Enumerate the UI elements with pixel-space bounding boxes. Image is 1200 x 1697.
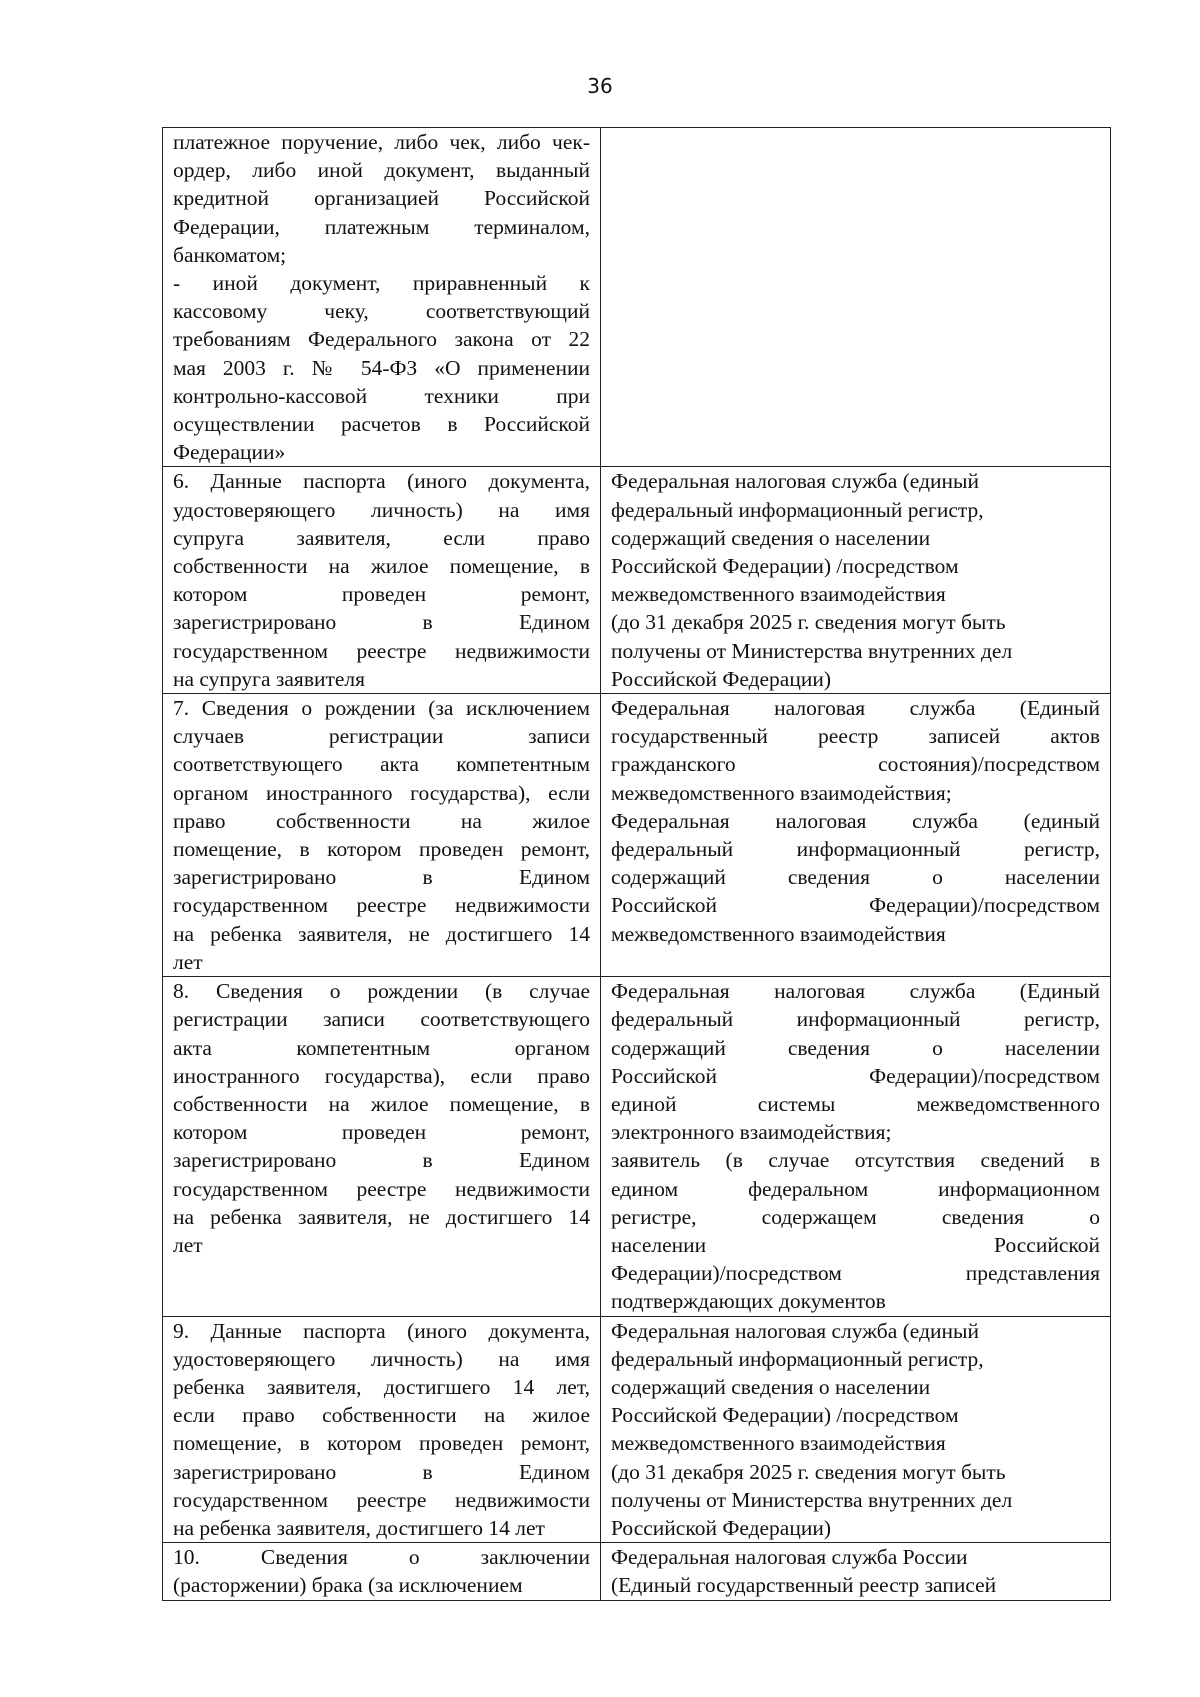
requirement-line: кредитной организацией Российской bbox=[173, 186, 590, 211]
requirement-line: акта компетентным органом bbox=[173, 1035, 590, 1060]
requirement-line: ордер, либо иной документ, выданный bbox=[173, 158, 590, 183]
requirement-line: - иной документ, приравненный к bbox=[173, 271, 590, 296]
source-line: получены от Министерства внутренних дел bbox=[611, 638, 1013, 663]
table-row bbox=[163, 1543, 1111, 1600]
source-line: межведомственного взаимодействия bbox=[611, 921, 946, 946]
source-line: Российской Федерации) /посредством bbox=[611, 554, 959, 579]
requirement-line: Федерации» bbox=[173, 440, 286, 465]
requirement-line: регистрации записи соответствующего bbox=[173, 1007, 590, 1032]
requirement-line: на ребенка заявителя, не достигшего 14 bbox=[173, 921, 590, 946]
requirement-line: платежное поручение, либо чек, либо чек- bbox=[173, 130, 590, 154]
source-line: заявитель (в случае отсутствия сведений в bbox=[611, 1148, 1100, 1173]
requirement-cell bbox=[163, 1316, 601, 1543]
requirement-line: зарегистрировано в Едином bbox=[173, 610, 590, 635]
requirement-line: органом иностранного государства), если bbox=[173, 780, 590, 805]
source-line: Федеральная налоговая служба России bbox=[611, 1545, 968, 1570]
table-row bbox=[163, 128, 1111, 467]
source-line: содержащий сведения о населении bbox=[611, 1374, 931, 1399]
source-line: содержащий сведения о населении bbox=[611, 525, 931, 550]
source-cell bbox=[601, 1543, 1111, 1600]
requirement-cell bbox=[163, 467, 601, 694]
source-line: Российской Федерации)/посредством bbox=[611, 1063, 1100, 1088]
requirement-line: право собственности на жилое bbox=[173, 808, 590, 833]
requirement-line: лет bbox=[173, 949, 203, 974]
source-line: получены от Министерства внутренних дел bbox=[611, 1487, 1013, 1512]
table-row bbox=[163, 977, 1111, 1316]
requirement-line: супруга заявителя, если право bbox=[173, 525, 590, 550]
requirement-line: 10. Сведения о заключении bbox=[173, 1545, 590, 1570]
source-line: подтверждающих документов bbox=[611, 1289, 886, 1314]
requirement-line: собственности на жилое помещение, в bbox=[173, 554, 590, 579]
requirement-cell bbox=[163, 694, 601, 977]
source-line: Федеральная налоговая служба (единый bbox=[611, 469, 979, 494]
requirement-line: банкоматом; bbox=[173, 242, 287, 267]
source-line: межведомственного взаимодействия bbox=[611, 582, 946, 607]
requirement-line: государственном реестре недвижимости bbox=[173, 638, 590, 663]
source-line: (Единый государственный реестр записей bbox=[611, 1573, 997, 1598]
source-line: Федеральная налоговая служба (единый bbox=[611, 808, 1100, 833]
source-line: гражданского состояния)/посредством bbox=[611, 752, 1100, 777]
source-cell bbox=[601, 467, 1111, 694]
requirement-cell bbox=[163, 1543, 601, 1600]
requirement-line: требованиям Федерального закона от 22 bbox=[173, 327, 590, 352]
requirement-cell bbox=[163, 977, 601, 1316]
requirement-line: 6. Данные паспорта (иного документа, bbox=[173, 469, 590, 494]
requirement-line: удостоверяющего личность) на имя bbox=[173, 497, 590, 522]
requirement-line: собственности на жилое помещение, в bbox=[173, 1091, 590, 1116]
requirement-line: зарегистрировано в Едином bbox=[173, 1148, 590, 1173]
table-row bbox=[163, 467, 1111, 694]
source-line: Федеральная налоговая служба (Единый bbox=[611, 696, 1100, 721]
requirement-line: на супруга заявителя bbox=[173, 666, 366, 691]
requirement-line: котором проведен ремонт, bbox=[173, 1120, 590, 1145]
source-line: содержащий сведения о населении bbox=[611, 865, 1100, 890]
source-line: федеральный информационный регистр, bbox=[611, 837, 1100, 862]
requirement-line: государственном реестре недвижимости bbox=[173, 893, 590, 918]
requirement-line: осуществлении расчетов в Российской bbox=[173, 412, 590, 437]
requirement-line: помещение, в котором проведен ремонт, bbox=[173, 1431, 590, 1456]
source-line: Федерации)/посредством представления bbox=[611, 1261, 1100, 1286]
requirement-line: 7. Сведения о рождении (за исключением bbox=[173, 696, 590, 721]
requirement-line: удостоверяющего личность) на имя bbox=[173, 1346, 590, 1371]
requirement-cell bbox=[163, 128, 601, 467]
requirement-line: кассовому чеку, соответствующий bbox=[173, 299, 590, 324]
source-line: Российской Федерации) bbox=[611, 1515, 832, 1540]
requirement-line: 8. Сведения о рождении (в случае bbox=[173, 979, 590, 1004]
requirement-line: мая 2003 г. № 54-ФЗ «О применении bbox=[173, 355, 590, 380]
requirement-line: зарегистрировано в Едином bbox=[173, 865, 590, 890]
requirement-line: если право собственности на жилое bbox=[173, 1403, 590, 1428]
requirement-line: Федерации, платежным терминалом, bbox=[173, 214, 590, 239]
source-line: (до 31 декабря 2025 г. сведения могут быть bbox=[611, 610, 1006, 635]
requirement-line: зарегистрировано в Едином bbox=[173, 1459, 590, 1484]
source-line: межведомственного взаимодействия bbox=[611, 1431, 946, 1456]
requirement-line: соответствующего акта компетентным bbox=[173, 752, 590, 777]
requirement-line: иностранного государства), если право bbox=[173, 1063, 590, 1088]
source-line: Федеральная налоговая служба (единый bbox=[611, 1318, 979, 1343]
source-line: Российской Федерации)/посредством bbox=[611, 893, 1100, 918]
source-cell bbox=[601, 1316, 1111, 1543]
source-line: населении Российской bbox=[611, 1232, 1100, 1257]
requirement-line: котором проведен ремонт, bbox=[173, 582, 590, 607]
source-line: федеральный информационный регистр, bbox=[611, 497, 984, 522]
requirement-line: лет bbox=[173, 1232, 203, 1257]
source-line: регистре, содержащем сведения о bbox=[611, 1204, 1100, 1229]
requirement-line: ребенка заявителя, достигшего 14 лет, bbox=[173, 1374, 590, 1399]
source-line: Российской Федерации) bbox=[611, 666, 832, 691]
table-row bbox=[163, 694, 1111, 977]
requirement-line: (расторжении) брака (за исключением bbox=[173, 1573, 523, 1598]
source-line: (до 31 декабря 2025 г. сведения могут быть bbox=[611, 1459, 1006, 1484]
requirement-line: государственном реестре недвижимости bbox=[173, 1176, 590, 1201]
requirement-line: помещение, в котором проведен ремонт, bbox=[173, 837, 590, 862]
source-line: федеральный информационный регистр, bbox=[611, 1346, 984, 1371]
source-line: электронного взаимодействия; bbox=[611, 1120, 892, 1145]
source-line: межведомственного взаимодействия; bbox=[611, 780, 952, 805]
source-line: федеральный информационный регистр, bbox=[611, 1007, 1100, 1032]
requirement-line: на ребенка заявителя, достигшего 14 лет bbox=[173, 1515, 545, 1540]
requirement-line: 9. Данные паспорта (иного документа, bbox=[173, 1318, 590, 1343]
source-line: Российской Федерации) /посредством bbox=[611, 1403, 959, 1428]
requirement-line: государственном реестре недвижимости bbox=[173, 1487, 590, 1512]
source-line: едином федеральном информационном bbox=[611, 1176, 1100, 1201]
source-cell bbox=[601, 977, 1111, 1316]
source-line: содержащий сведения о населении bbox=[611, 1035, 1100, 1060]
source-line: Федеральная налоговая служба (Единый bbox=[611, 979, 1100, 1004]
source-cell bbox=[601, 128, 1111, 467]
requirement-line: случаев регистрации записи bbox=[173, 724, 590, 749]
source-line: единой системы межведомственного bbox=[611, 1091, 1100, 1116]
page-number: 36 bbox=[587, 74, 613, 98]
requirement-line: на ребенка заявителя, не достигшего 14 bbox=[173, 1204, 590, 1229]
source-cell bbox=[601, 694, 1111, 977]
documents-table bbox=[162, 127, 1111, 1601]
source-line: государственный реестр записей актов bbox=[611, 724, 1100, 749]
requirement-line: контрольно-кассовой техники при bbox=[173, 383, 590, 408]
table-row bbox=[163, 1316, 1111, 1543]
